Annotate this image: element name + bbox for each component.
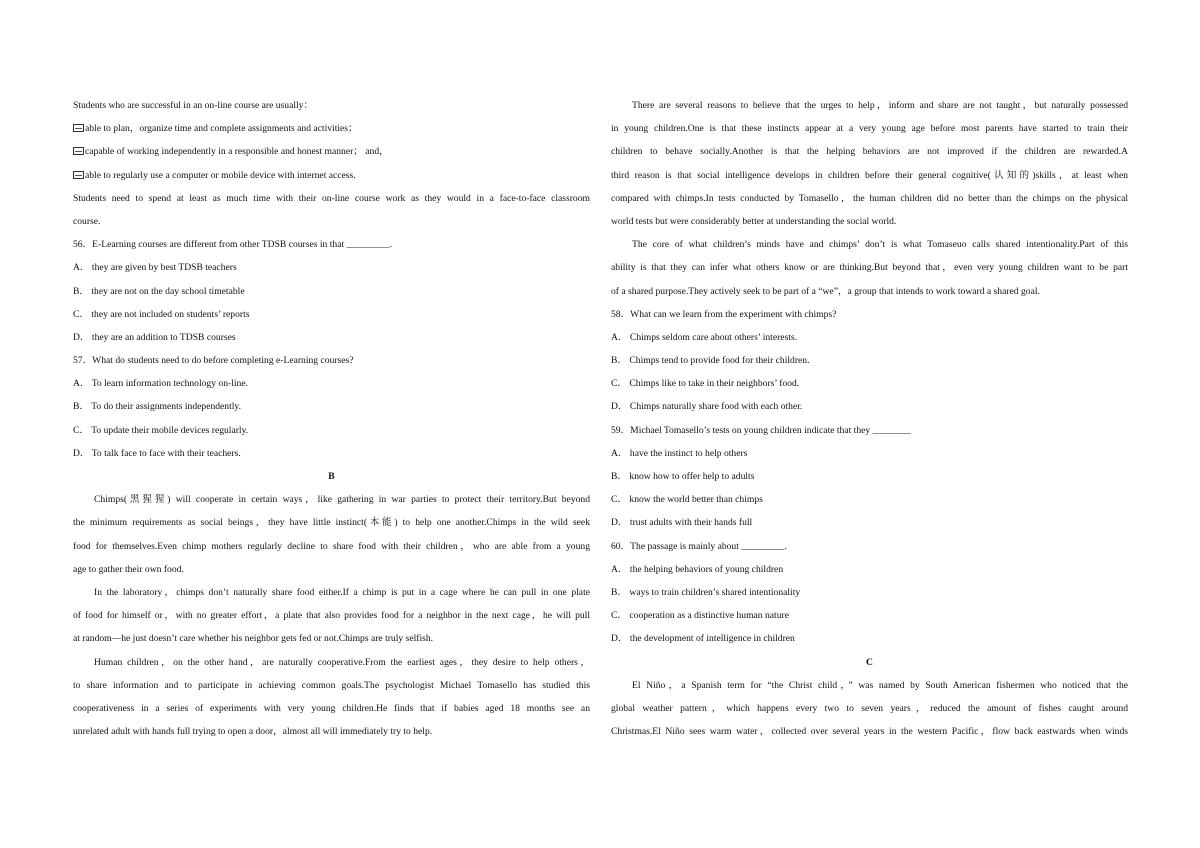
paragraph-line: Human children，on the other hand，are naturally cooperative.From the earliest ages，they desire to help others，: [94, 656, 590, 668]
paragraph-line: Chimps(黑猩猩) will cooperate in certain ways，like gathering in war parties to protect their territory.But beyond: [94, 494, 590, 506]
question-58-option-b: B． Chimps tend to provide food for their children.: [611, 355, 810, 367]
paragraph-line: food for themselves.Even chimp mothers regularly decline to share food with their children，who are able from a young: [73, 540, 590, 552]
question-59-option-a: A． have the instinct to help others: [611, 447, 748, 459]
question-56-option-a: A． they are given by best TDSB teachers: [73, 262, 237, 274]
paragraph-line: Students need to spend at least as much time with their on-line course work as they would in a face-to-face classroom: [73, 192, 590, 204]
question-57-option-c: C． To update their mobile devices regularly.: [73, 424, 249, 436]
question-59-option-d: D． trust adults with their hands full: [611, 517, 753, 529]
paragraph-line: in young children.One is that these instincts appear at a very young age before most parents have started to train their: [611, 123, 1128, 135]
checkbox-icon: [73, 171, 84, 179]
question-60-option-d: D． the development of intelligence in children: [611, 633, 795, 645]
paragraph-line: El Niño，a Spanish term for “the Christ child，” was named by South American fishermen who noticed that the: [632, 679, 1128, 691]
question-56-option-b: B． they are not on the day school timetable: [73, 285, 245, 297]
question-59-option-b: B． know how to offer help to adults: [611, 471, 755, 482]
question-56-option-c: C． they are not included on students’ reports: [73, 308, 250, 320]
paragraph-line: compared with chimps.In tests conducted by Tomasello，the human children did no better than the chimps on the physical: [611, 192, 1128, 204]
paragraph-line: the minimum requirements as social beings，they have little instinct(本能) to help one another.Chimps in the wild seek: [73, 517, 590, 529]
question-56-option-d: D． they are an addition to TDSB courses: [73, 331, 236, 343]
question-58-stem: 58．What can we learn from the experiment with chimps?: [611, 308, 837, 320]
bullet-item: capable of working independently in a responsible and honest manner； and，: [73, 140, 590, 163]
checkbox-icon: [73, 147, 84, 155]
bullet-item: able to plan，organize time and complete assignments and activities；: [73, 117, 590, 140]
right-column: [611, 94, 1128, 743]
paragraph-line: The core of what children’s minds have and chimps’ don’t is what Tomaseuo calls shared intentionality.Part of this: [632, 239, 1128, 251]
question-58-option-d: D． Chimps naturally share food with each other.: [611, 401, 803, 413]
paragraph-line: cooperativeness in a series of experiments with very young children.He finds that if babies aged 18 months see an: [73, 702, 590, 714]
question-57-option-d: D． To talk face to face with their teachers.: [73, 447, 241, 459]
paragraph-line: to share information and to participate in achieving common goals.The psychologist Michael Tomasello has studied this: [73, 679, 590, 691]
question-56-stem: 56．E-Learning courses are different from other TDSB courses in that _________.: [73, 239, 393, 251]
question-57-stem: 57．What do students need to do before completing e-Learning courses?: [73, 355, 354, 367]
question-60-option-a: A． the helping behaviors of young children: [611, 563, 784, 575]
intro-line: Students who are successful in an on-line course are usually：: [73, 100, 314, 111]
paragraph-line: course.: [73, 215, 101, 227]
paragraph-line: Christmas.El Niño sees warm water，collected over several years in the western Pacific，flow back eastwards when winds: [611, 726, 1128, 738]
paragraph-line: ability is that they can infer what others know or are thinking.But beyond that，even very young children want to be part: [611, 262, 1128, 274]
paragraph-line: at random—he just doesn’t care whether his neighbor gets fed or not.Chimps are truly selfish.: [73, 633, 434, 645]
paragraph-line: world tests but were considerably better at understanding the social world.: [611, 215, 897, 227]
question-59-stem: 59．Michael Tomasello’s tests on young children indicate that they ________: [611, 424, 911, 436]
paragraph-line: age to gather their own food.: [73, 563, 184, 575]
question-60-option-c: C． cooperation as a distinctive human nature: [611, 610, 789, 622]
section-c-heading: C: [866, 656, 873, 668]
question-57-option-b: B． To do their assignments independently.: [73, 401, 241, 413]
paragraph-line: children to behave socially.Another is that the helping behaviors are not improved if the children are rewarded.A: [611, 146, 1128, 158]
question-60-stem: 60．The passage is mainly about _________.: [611, 540, 787, 552]
bullet-item: able to regularly use a computer or mobile device with internet access.: [73, 164, 590, 187]
question-60-option-b: B． ways to train children’s shared intentionality: [611, 586, 801, 598]
question-58-option-c: C． Chimps like to take in their neighbors’ food.: [611, 378, 800, 390]
paragraph-line: In the laboratory，chimps don’t naturally share food either.If a chimp is put in a cage where he can pull in one plate: [94, 586, 590, 598]
question-59-option-c: C． know the world better than chimps: [611, 494, 763, 506]
question-58-option-a: A． Chimps seldom care about others’ interests.: [611, 331, 798, 343]
question-57-option-a: A． To learn information technology on-line.: [73, 378, 248, 390]
checkbox-icon: [73, 124, 84, 132]
left-column: [73, 94, 590, 743]
paragraph-line: There are several reasons to believe that the urges to help，inform and share are not taught，but naturally possessed: [632, 100, 1128, 111]
paragraph-line: unrelated adult with hands full trying to open a door，almost all will immediately try to help.: [73, 726, 433, 738]
paragraph-line: of food for himself or，with no greater effort，a plate that also provides food for a neighbor in the next cage，he will pull: [73, 610, 590, 622]
section-b-heading: B: [328, 471, 335, 482]
paragraph-line: third reason is that social intelligence develops in children before their general cognitive(认知的)skills，at least when: [611, 169, 1128, 181]
paragraph-line: global weather pattern，which happens every two to seven years，reduced the amount of fishes caught around: [611, 702, 1128, 714]
paragraph-line: of a shared purpose.They actively seek to be part of a “we”，a group that intends to work toward a shared goal.: [611, 285, 1040, 297]
